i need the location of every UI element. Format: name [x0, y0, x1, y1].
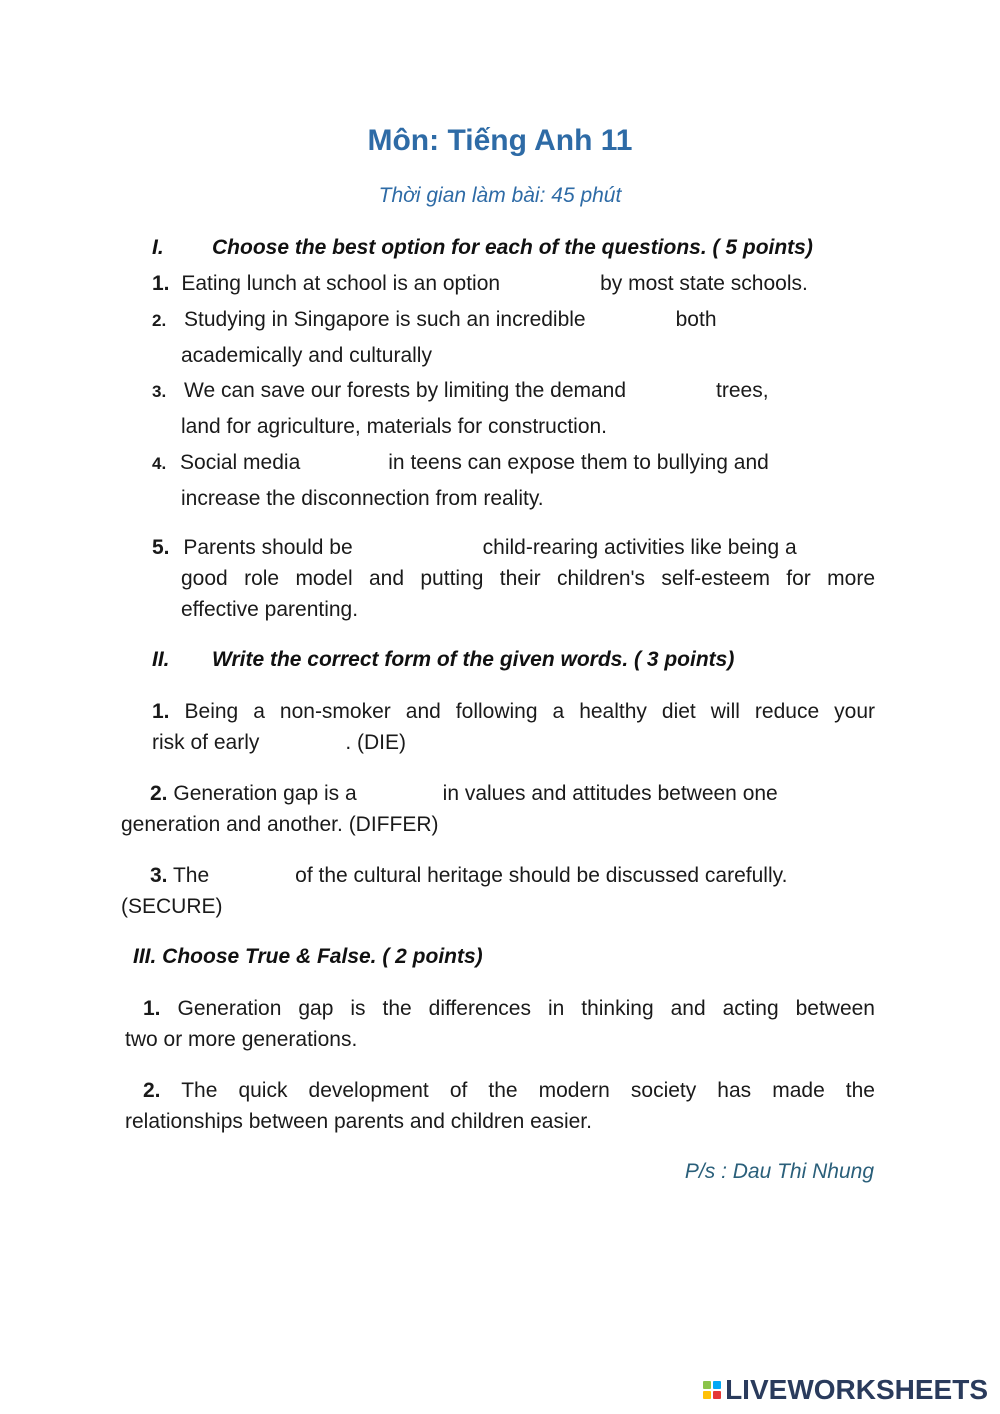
question-text: in teens can expose them to bullying and — [388, 451, 769, 474]
logo-text: LIVEWORKSHEETS — [725, 1374, 988, 1405]
s2-q2 — [150, 782, 778, 806]
logo-square — [703, 1391, 711, 1399]
s1-q5-cont: good role model and putting their children's self-esteem for more — [181, 567, 875, 590]
question-number: 4. — [152, 454, 167, 473]
question-text: Generation gap is a — [173, 782, 357, 805]
logo-square — [703, 1381, 711, 1389]
logo-square — [713, 1391, 721, 1399]
question-text: Studying in Singapore is such an incredible — [184, 308, 586, 331]
section1-heading: Choose the best option for each of the questions. ( 5 points) — [212, 236, 813, 259]
s2-q3-cont: (SECURE) — [121, 895, 223, 918]
time-limit: Thời gian làm bài: 45 phút — [378, 184, 622, 207]
question-text: of the cultural heritage should be discussed carefully. — [295, 864, 788, 887]
question-number: 3. — [152, 382, 167, 401]
s1-q3 — [152, 379, 769, 403]
question-text: Parents should be — [183, 536, 353, 559]
question-text: . (DIE) — [345, 731, 407, 754]
s1-q5-cont2: effective parenting. — [181, 598, 359, 621]
page-title: Môn: Tiếng Anh 11 — [367, 124, 633, 157]
s2-q2-cont: generation and another. (DIFFER) — [121, 813, 439, 836]
section3-heading: III. Choose True & False. ( 2 points) — [133, 945, 483, 968]
s2-q1 — [152, 700, 875, 724]
author-signature: P/s : Dau Thi Nhung — [684, 1160, 874, 1183]
liveworksheets-logo[interactable] — [703, 1374, 988, 1406]
question-text: by most state schools. — [600, 272, 808, 295]
question-text: The — [172, 864, 210, 887]
question-text: in values and attitudes between one — [442, 782, 778, 805]
s1-q4 — [152, 451, 769, 475]
question-text: The quick development of the modern society has made the — [181, 1079, 875, 1102]
question-number: 1. — [152, 272, 170, 295]
section2-numeral: II. — [152, 648, 170, 671]
logo-mark-icon — [703, 1381, 721, 1399]
s1-q2-cont: academically and culturally — [181, 344, 432, 367]
section1-numeral: I. — [152, 236, 164, 259]
s2-q3 — [150, 864, 787, 888]
question-text: We can save our forests by limiting the demand — [184, 379, 627, 402]
question-text: trees, — [716, 379, 769, 402]
s2-q1-cont — [152, 731, 406, 755]
s1-q4-cont: increase the disconnection from reality. — [181, 487, 544, 510]
question-text: Eating lunch at school is an option — [181, 272, 501, 295]
question-text: Social media — [180, 451, 301, 474]
s3-q2 — [143, 1079, 875, 1103]
question-text: both — [675, 308, 717, 331]
s1-q2 — [152, 308, 717, 332]
question-number: 3. — [150, 864, 168, 887]
s3-q1 — [143, 997, 875, 1021]
s1-q1 — [152, 272, 808, 296]
question-number: 5. — [152, 536, 170, 559]
question-text: Generation gap is the differences in thinking and acting between — [177, 997, 875, 1020]
question-text: Being a non-smoker and following a healthy diet will reduce your — [184, 700, 875, 723]
s1-q5 — [152, 536, 797, 560]
question-number: 1. — [152, 700, 170, 723]
s1-q3-cont: land for agriculture, materials for construction. — [181, 415, 608, 438]
logo-square — [713, 1381, 721, 1389]
s3-q2-cont: relationships between parents and children easier. — [125, 1110, 592, 1133]
question-text: child-rearing activities like being a — [482, 536, 797, 559]
question-number: 2. — [152, 311, 167, 330]
question-text: risk of early — [152, 731, 260, 754]
question-number: 2. — [150, 782, 168, 805]
section2-heading: Write the correct form of the given words. ( 3 points) — [212, 648, 735, 671]
s3-q1-cont: two or more generations. — [125, 1028, 358, 1051]
question-number: 2. — [143, 1079, 161, 1102]
question-number: 1. — [143, 997, 161, 1020]
